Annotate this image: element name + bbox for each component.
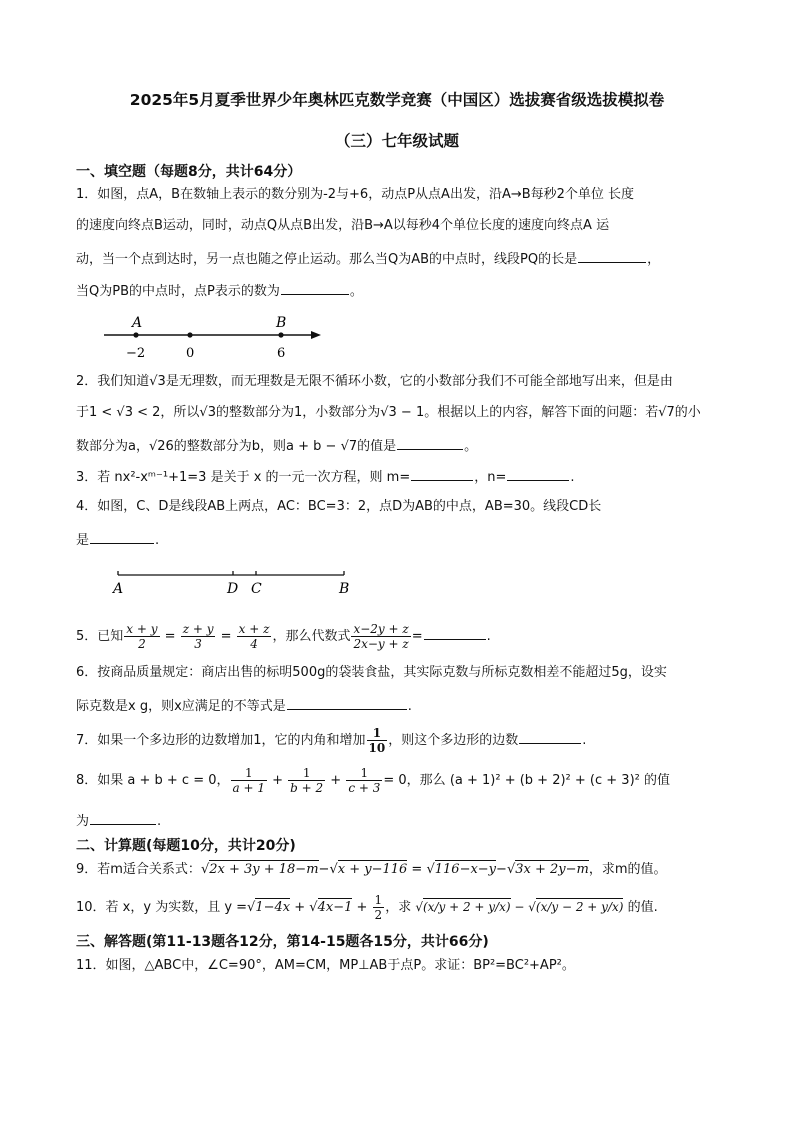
- q4-punct: .: [155, 533, 160, 548]
- q2-line1: 2．我们知道√3是无理数，而无理数是无限不循环小数，它的小数部分我们不可能全部地写出来，但是由: [76, 374, 673, 389]
- q9-root-4: 3x + 2y−m: [515, 862, 589, 877]
- page-subtitle: （三）七年级试题: [334, 132, 459, 150]
- q7-blank[interactable]: [519, 729, 581, 744]
- q5-mid: ，那么代数式: [272, 629, 351, 644]
- q8-punct: .: [157, 814, 162, 829]
- q6-line1: 6．按商品质量规定：商店出售的标明500g的袋装食盐，其实际克数与所标克数相差不能超过5g，设实: [76, 665, 667, 680]
- q1-line4-text: 当Q为PB的中点时，点P表示的数为: [76, 284, 280, 299]
- section-fill-in: 一、填空题（每题8分，共计64分）: [76, 164, 302, 180]
- q8-frac-2: $\frac{1}{b + 2}$: [290, 766, 324, 795]
- q8-blank[interactable]: [90, 810, 156, 825]
- q7-punct: .: [582, 733, 587, 748]
- q5-frac-2: $\frac{z + y}{3}$: [182, 622, 214, 651]
- q10-root-2: 4x−1: [317, 900, 353, 915]
- number-line-figure: [96, 310, 336, 362]
- section-solution: 三、解答题(第11-13题各12分，第14-15题各15分，共计66分): [76, 934, 489, 950]
- q5-frac-1: $\frac{x + y}{2}$: [126, 622, 158, 651]
- point-b-dot: [278, 332, 283, 337]
- q10-line: 10．若 x，y 为实数，且 y =√1−4x + √4x−1 + $\frac{1}{2}$ ，求 √(x/y + 2 + y/x) − √(x/y − 2 + y/x) 的值.: [76, 893, 658, 922]
- q5-line: 5．已知 $\frac{x + y}{2}$ = $\frac{z + y}{3}$ = $\frac{x + z}{4}$ ，那么代数式 $\frac{x-2y + z}{2x-y + z}$ = .: [76, 622, 491, 651]
- q10-text-c: 的值.: [627, 900, 658, 915]
- segment-figure: [108, 566, 358, 600]
- q1-blank-1[interactable]: [578, 248, 646, 263]
- q6-punct: .: [407, 699, 412, 714]
- q11-line: 11．如图，△ABC中，∠C=90°，AM=CM，MP⊥AB于点P。求证：BP²=BC²+AP²。: [76, 958, 575, 973]
- q8-line1: 8．如果 a + b + c = 0， $\frac{1}{a + 1}$ + $\frac{1}{b + 2}$ + $\frac{1}{c + 3}$ = 0，那么 (a + 1)² + (b + 2)² + (c + 3)² 的值: [76, 766, 670, 795]
- q3-blank-n[interactable]: [507, 466, 569, 481]
- q5-frac-4: $\frac{x-2y + z}{2x-y + z}$: [353, 622, 409, 651]
- q7-line: [76, 724, 586, 758]
- q6-line2: [76, 695, 412, 716]
- tick-6: 6: [277, 346, 286, 361]
- point-a-dot: [133, 332, 138, 337]
- q9-text-a: 9．若m适合关系式：: [76, 862, 201, 877]
- seg-label-d: D: [227, 581, 239, 597]
- q5-blank[interactable]: [424, 625, 486, 640]
- q8-line2-text: 为: [76, 814, 90, 829]
- q8-frac-3: $\frac{1}{c + 3}$: [348, 766, 381, 795]
- q10-frac: $\frac{1}{2}$: [374, 893, 383, 922]
- q8-text-b: = 0，那么 (a + 1)² + (b + 2)² + (c + 3)² 的值: [383, 773, 670, 788]
- q4-line2: [76, 529, 159, 550]
- q1-punct: ，: [647, 252, 661, 267]
- q3-line: [76, 466, 575, 487]
- q1-line4: [76, 280, 363, 301]
- q1-line3-text: 动，当一个点到达时，另一点也随之停止运动。那么当Q为AB的中点时，线段PQ的长是: [76, 252, 578, 267]
- q3-text-b: ，n=: [474, 470, 507, 485]
- section-calculation: 二、计算题(每题10分，共计20分): [76, 838, 296, 854]
- q9-root-2: x + y−116: [337, 862, 408, 877]
- label-b: B: [276, 315, 287, 331]
- q5-frac-3: $\frac{x + z}{4}$: [238, 622, 270, 651]
- point-zero-dot: [187, 332, 192, 337]
- label-a: A: [132, 315, 143, 331]
- q6-blank[interactable]: [287, 695, 407, 710]
- q5-punct: .: [486, 629, 491, 644]
- seg-label-a: A: [113, 581, 124, 597]
- q1-line2: 的速度向终点B运动，同时，动点Q从点B出发，沿B→A以每秒4个单位长度的速度向终点A 运: [76, 218, 610, 233]
- tick-neg2: −2: [126, 346, 146, 361]
- q10-expression: √(x/y + 2 + y/x) − √(x/y − 2 + y/x): [415, 900, 624, 914]
- seg-label-c: C: [251, 581, 262, 597]
- q1-blank-2[interactable]: [281, 280, 349, 295]
- q4-line1: 4．如图，C、D是线段AB上两点，AC：BC=3：2，点D为AB的中点，AB=30。线段CD长: [76, 499, 602, 514]
- q4-line2-text: 是: [76, 533, 90, 548]
- q8-frac-1: $\frac{1}{a + 1}$: [232, 766, 265, 795]
- q3-text-a: 3．若 nx²-xᵐ⁻¹+1=3 是关于 x 的一元一次方程，则 m=: [76, 470, 411, 485]
- q2-blank[interactable]: [397, 435, 463, 450]
- number-line-arrow: [311, 331, 321, 339]
- q5-eq: =: [411, 629, 423, 644]
- q9-line: 9．若m适合关系式：√2x + 3y + 18−m−√x + y−116 = √116−x−y−√3x + 2y−m，求m的值。: [76, 862, 667, 877]
- q8-text-a: 8．如果 a + b + c = 0，: [76, 773, 230, 788]
- q7-text-a: 7．如果一个多边形的边数增加1，它的内角和增加: [76, 733, 366, 748]
- q4-blank[interactable]: [90, 529, 154, 544]
- q2-punct: 。: [464, 439, 478, 454]
- q5-pre: 5．已知: [76, 629, 124, 644]
- q1-punct-2: 。: [349, 284, 363, 299]
- q3-blank-m[interactable]: [411, 466, 473, 481]
- q10-text-b: ，求: [385, 900, 412, 915]
- q7-frac: $\frac{1}{10}$: [368, 726, 386, 755]
- q10-root-1: 1−4x: [255, 900, 291, 915]
- q6-line2-text: 际克数是x g，则x应满足的不等式是: [76, 699, 286, 714]
- q2-line3-text: 数部分为a，√26的整数部分为b，则a + b − √7的值是: [76, 439, 397, 454]
- seg-label-b: B: [339, 581, 350, 597]
- q7-text-b: ，则这个多边形的边数: [388, 733, 519, 748]
- q1-line1: 1．如图，点A，B在数轴上表示的数分别为-2与+6，动点P从点A出发，沿A→B每秒2个单位 长度: [76, 187, 635, 202]
- q9-root-3: 116−x−y: [434, 862, 497, 877]
- q3-text-c: .: [570, 470, 575, 485]
- q2-line2: 于1 < √3 < 2，所以√3的整数部分为1，小数部分为√3 − 1。根据以上的内容，解答下面的问题：若√7的小: [76, 405, 701, 420]
- q2-line3: [76, 435, 477, 456]
- q1-line3: [76, 248, 660, 269]
- q9-text-b: ，求m的值。: [588, 862, 667, 877]
- q10-text-a: 10．若 x，y 为实数，且 y =: [76, 900, 248, 915]
- page-title: 2025年5月夏季世界少年奥林匹克数学竞赛（中国区）选拔赛省级选拔模拟卷: [129, 91, 665, 109]
- q9-root-1: 2x + 3y + 18−m: [209, 862, 319, 877]
- q8-line2: [76, 810, 161, 831]
- tick-0: 0: [186, 346, 195, 361]
